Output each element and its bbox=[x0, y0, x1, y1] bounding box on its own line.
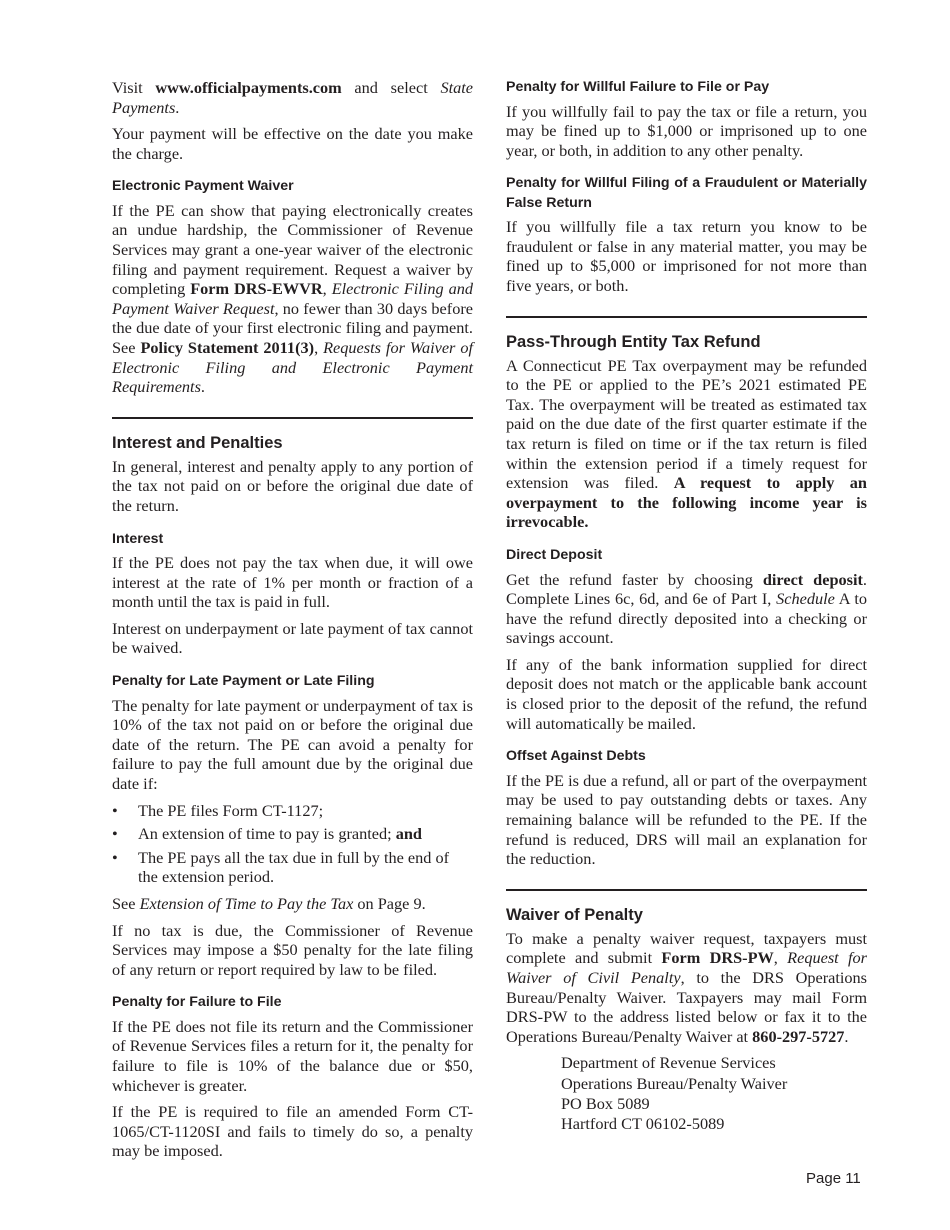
late-payment-paragraph: The penalty for late payment or underpayment of tax is 10% of the tax not paid on or before the original due date of the return. The PE can avoid a penalty for failure to pay the full amount due by the original due date if: bbox=[112, 695, 473, 793]
interest-paragraph-1: If the PE does not pay the tax when due, it will owe interest at the rate of 1% per month or fraction of a month until the tax is paid in full. bbox=[112, 553, 473, 612]
pte-refund-paragraph: A Connecticut PE Tax overpayment may be refunded to the PE or applied to the PE’s 2021 estimated PE Tax. The overpayment will be treated as estimated tax paid on the due date of the first quarter estimate if the tax return is filed on time or if the tax return is filed within the extension period if a timely request for extension was filed. A request to apply an overpayment to the following income year is irrevocable. bbox=[506, 355, 867, 532]
failure-to-file-paragraph-1: If the PE does not file its return and the Commissioner of Revenue Services files a return for it, the penalty for failure to file is 10% of the balance due or $50, whichever is greater. bbox=[112, 1016, 473, 1095]
address-line: PO Box 5089 bbox=[561, 1093, 650, 1113]
left-column bbox=[112, 78, 473, 1168]
list-item: • An extension of time to pay is granted; and bbox=[112, 824, 422, 844]
payments-website: www.officialpayments.com bbox=[155, 78, 342, 97]
direct-deposit-paragraph-2: If any of the bank information supplied for direct deposit does not match or the applicable bank account is closed prior to the deposit of the refund, the refund will automatically be mailed. bbox=[506, 654, 867, 733]
section-divider bbox=[506, 889, 867, 891]
address-line: Operations Bureau/Penalty Waiver bbox=[561, 1073, 788, 1093]
interest-heading: Interest bbox=[112, 530, 164, 547]
address-line: Department of Revenue Services bbox=[561, 1053, 776, 1073]
direct-deposit-paragraph-1: Get the refund faster by choosing direct deposit. Complete Lines 6c, 6d, and 6e of Part I, Schedule A to have the refund directly deposited into a checking or savings account. bbox=[506, 569, 868, 648]
interest-and-penalties-heading: Interest and Penalties bbox=[112, 433, 283, 452]
electronic-payment-waiver-paragraph: If the PE can show that paying electronically creates an undue hardship, the Commissioner of Revenue Services may grant a one-year waiver of the electronic filing and payment requirement. Request a waiver by completing Form DRS-EWVR, Electronic Filing and Payment Waiver Request, no fewer than 30 days before the due date of your first electronic filing and payment. See Policy Statement 2011(3), Requests for Waiver of Electronic Filing and Electronic Payment Requirements. bbox=[112, 200, 474, 397]
direct-deposit-heading: Direct Deposit bbox=[506, 547, 603, 563]
failure-to-file-paragraph-2: If the PE is required to file an amended Form CT-1065/CT-1120SI and fails to timely do so, a penalty may be imposed. bbox=[112, 1102, 473, 1161]
mailing-address bbox=[561, 1053, 867, 1134]
waiver-of-penalty-heading: Waiver of Penalty bbox=[506, 905, 643, 924]
fraudulent-return-paragraph: If you willfully file a tax return you know to be fraudulent or false in any material matter, you may be fined up to $5,000 or imprisoned for not more than five years, or both. bbox=[506, 217, 867, 296]
failure-to-file-heading: Penalty for Failure to File bbox=[112, 994, 282, 1011]
electronic-payment-waiver-heading: Electronic Payment Waiver bbox=[112, 178, 294, 195]
section-divider bbox=[112, 417, 473, 419]
effective-paragraph: Your payment will be effective on the date you make the charge. bbox=[112, 124, 473, 163]
list-item: • The PE pays all the tax due in full by the end of the extension period. bbox=[112, 847, 450, 887]
waiver-of-penalty-paragraph: To make a penalty waiver request, taxpayers must complete and submit Form DRS-PW, Request for Waiver of Civil Penalty, to the DRS Operations Bureau/Penalty Waiver. Taxpayers may mail Form DRS-PW to the address listed below or fax it to the Operations Bureau/Penalty Waiver at 860-297-5727. bbox=[506, 928, 868, 1046]
offset-debts-paragraph: If the PE is due a refund, all or part of the overpayment may be used to pay outstanding debts or taxes. Any remaining balance will be refunded to the PE. If the refund is reduced, DRS will mail an explanation for the reduction. bbox=[506, 770, 867, 869]
list-item: • The PE files Form CT-1127; bbox=[112, 800, 324, 820]
no-tax-due-paragraph: If no tax is due, the Commissioner of Revenue Services may impose a $50 penalty for the late filing of any return or report required by law to be filed. bbox=[112, 920, 473, 979]
section-divider bbox=[506, 316, 867, 318]
extension-reference: See Extension of Time to Pay the Tax on Page 9. bbox=[112, 893, 426, 913]
page-number: Page 11 bbox=[806, 1170, 861, 1187]
pte-refund-heading: Pass-Through Entity Tax Refund bbox=[506, 332, 761, 351]
late-payment-heading: Penalty for Late Payment or Late Filing bbox=[112, 673, 375, 690]
interest-paragraph-2: Interest on underpayment or late payment of tax cannot be waived. bbox=[112, 618, 473, 658]
willful-failure-paragraph: If you willfully fail to pay the tax or file a return, you may be fined up to $1,000 or imprisoned up to one year, or both, in addition to any other penalty. bbox=[506, 101, 867, 160]
interest-and-penalties-intro: In general, interest and penalty apply to any portion of the tax not paid on or before the original due date of the return. bbox=[112, 456, 473, 515]
willful-failure-heading: Penalty for Willful Failure to File or Pay bbox=[506, 79, 770, 95]
address-line: Hartford CT 06102-5089 bbox=[561, 1114, 725, 1134]
fax-number: 860-297-5727 bbox=[752, 1026, 845, 1046]
late-payment-conditions bbox=[112, 801, 473, 887]
offset-debts-heading: Offset Against Debts bbox=[506, 748, 646, 765]
right-column bbox=[506, 78, 867, 1134]
visit-paragraph: Visit www.officialpayments.com and select State Payments. bbox=[112, 78, 473, 117]
fraudulent-return-heading: Penalty for Willful Filing of a Fraudulent or Materially False Return bbox=[506, 175, 867, 211]
